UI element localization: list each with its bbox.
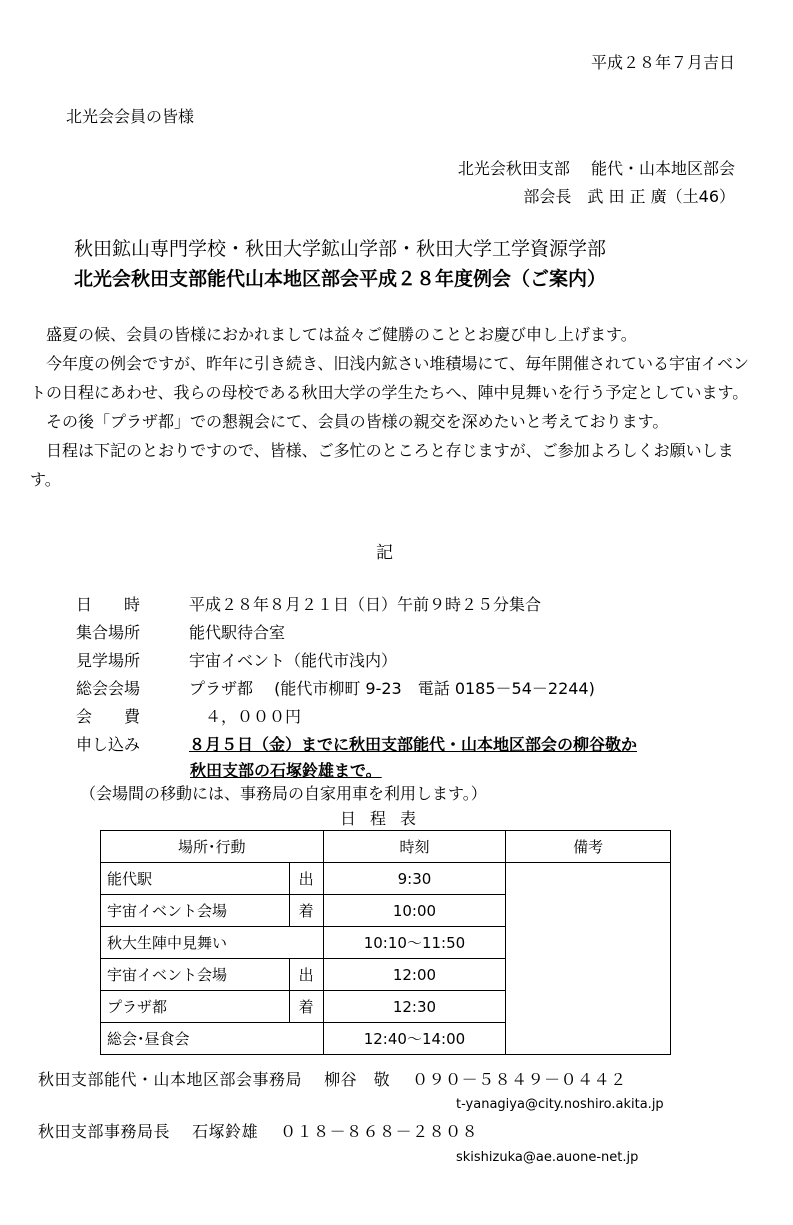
header-time: 時刻 <box>323 831 506 863</box>
title-line-1: 秋田鉱山専門学校・秋田大学鉱山学部・秋田大学工学資源学部 <box>74 238 607 260</box>
detail-label: 会 費 <box>76 707 141 726</box>
body-paragraph: 今年度の例会ですが、昨年に引き続き、旧浅内鉱さい堆積場にて、毎年開催されている宇宙イベントの日程にあわせ、我らの母校である秋田大学の学生たちへ、陣中見舞いを行う予定としています。 <box>30 354 750 402</box>
ki-heading: 記 <box>376 543 393 563</box>
body-paragraph: その後「プラザ都」での懇親会にて、会員の皆様の親交を深めたいと考えております。 <box>30 412 669 431</box>
cell-action: 出 <box>289 863 323 895</box>
detail-value: ４，０００円 <box>189 707 302 726</box>
detail-value: 平成２８年８月２１日（日）午前９時２５分集合 <box>189 595 542 614</box>
cell-remarks <box>506 863 671 1055</box>
schedule-title: 日程表 <box>340 809 431 828</box>
transport-note: （会場間の移動には、事務局の自家用車を利用します。） <box>80 784 487 803</box>
cell-action: 出 <box>289 959 323 991</box>
detail-value-application: ８月５日（金）までに秋田支部能代・山本地区部会の柳谷敬か <box>189 735 638 754</box>
header-remarks: 備考 <box>506 831 671 863</box>
cell-action: 着 <box>289 895 323 927</box>
cell-time: 12:40～14:00 <box>323 1023 506 1055</box>
cell-place: 総会･昼食会 <box>101 1023 324 1055</box>
detail-value: プラザ都 (能代市柳町 9-23 電話 0185－54－2244) <box>189 679 595 698</box>
body-paragraph: 盛夏の候、会員の皆様におかれましては益々ご健勝のこととお慶び申し上げます。 <box>30 325 637 344</box>
body-paragraph: 日程は下記のとおりですので、皆様、ご多忙のところと存じますが、ご参加よろしくお願いします。 <box>30 441 734 489</box>
contact-secretariat: 秋田支部能代・山本地区部会事務局 柳谷 敬 ０９０－５８４９－０４４２ <box>38 1070 627 1089</box>
detail-label: 集合場所 <box>76 623 141 642</box>
cell-time: 9:30 <box>323 863 506 895</box>
detail-value: 能代駅待合室 <box>189 623 286 642</box>
sender-name: 部会長 武 田 正 廣（土46） <box>523 187 735 206</box>
cell-time: 12:00 <box>323 959 506 991</box>
detail-value: 宇宙イベント（能代市浅内） <box>189 651 398 670</box>
contact-branch-director: 秋田支部事務局長 石塚鈴雄 ０１８－８６８－２８０８ <box>38 1122 479 1141</box>
cell-place: 宇宙イベント会場 <box>101 959 290 991</box>
sender-organization: 北光会秋田支部 能代・山本地区部会 <box>457 159 735 178</box>
cell-place: 秋大生陣中見舞い <box>101 927 324 959</box>
addressee: 北光会会員の皆様 <box>66 107 195 126</box>
cell-action: 着 <box>289 991 323 1023</box>
application-line-2: 秋田支部の石塚鈴雄まで。 <box>190 761 382 780</box>
cell-time: 12:30 <box>323 991 506 1023</box>
detail-label: 総会会場 <box>76 679 141 698</box>
header-place: 場所･行動 <box>101 831 324 863</box>
cell-place: プラザ都 <box>101 991 290 1023</box>
title-line-2: 北光会秋田支部能代山本地区部会平成２８年度例会（ご案内） <box>74 268 607 290</box>
cell-time: 10:10～11:50 <box>323 927 506 959</box>
table-header-row <box>101 831 671 863</box>
schedule-table <box>100 830 671 1055</box>
cell-time: 10:00 <box>323 895 506 927</box>
cell-place: 宇宙イベント会場 <box>101 895 290 927</box>
detail-label: 日 時 <box>76 595 141 614</box>
table-row <box>101 863 671 895</box>
detail-label: 申し込み <box>76 735 141 754</box>
email-branch-director[interactable]: skishizuka@ae.auone-net.jp <box>456 1150 639 1165</box>
document-date: 平成２８年７月吉日 <box>590 53 735 72</box>
detail-label: 見学場所 <box>76 651 141 670</box>
letter-body <box>30 320 758 494</box>
email-secretariat[interactable]: t-yanagiya@city.noshiro.akita.jp <box>456 1097 664 1112</box>
cell-place: 能代駅 <box>101 863 290 895</box>
